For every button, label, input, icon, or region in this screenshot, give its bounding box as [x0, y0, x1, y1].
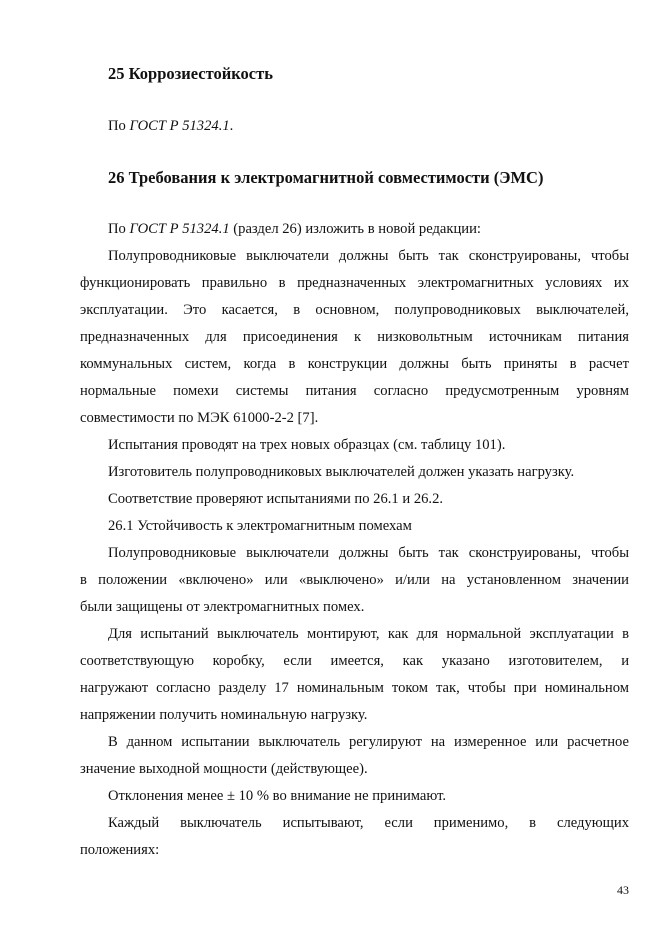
paragraph-line: положениях: — [80, 842, 160, 858]
section-26-intro-prefix: По — [108, 221, 130, 237]
paragraph-line: функционировать правильно в предназначенных электромагнитных условиях их — [80, 275, 629, 291]
paragraph-line: были защищены от электромагнитных помех. — [80, 599, 365, 615]
section-26-heading: 26 Требования к электромагнитной совместимости (ЭМС) — [108, 168, 544, 187]
paragraph-line: коммунальных систем, когда в конструкции должны быть приняты в расчет — [80, 356, 629, 372]
section-25-heading: 25 Коррозиестойкость — [108, 64, 273, 83]
paragraph-line: Полупроводниковые выключатели должны быть так сконструированы, чтобы — [108, 248, 629, 264]
paragraph-line: Каждый выключатель испытывают, если применимо, в следующих — [108, 815, 629, 831]
section-25-standard-reference: ГОСТ Р 51324.1 — [129, 118, 230, 134]
subsection-26-1-heading: 26.1 Устойчивость к электромагнитным помехам — [108, 518, 412, 534]
paragraph-line: Изготовитель полупроводниковых выключателей должен указать нагрузку. — [108, 464, 575, 480]
paragraph-line: Отклонения менее ± 10 % во внимание не принимают. — [108, 788, 447, 804]
paragraph-line: Полупроводниковые выключатели должны быть так сконструированы, чтобы — [108, 545, 629, 561]
paragraph-line: в положении «включено» или «выключено» и/или на установленном значении — [80, 572, 629, 588]
section-26-standard-reference: ГОСТ Р 51324.1 — [129, 221, 230, 237]
paragraph-line: Соответствие проверяют испытаниями по 26.1 и 26.2. — [108, 491, 444, 507]
section-25-text-suffix: . — [229, 118, 234, 134]
section-25-text-prefix: По — [108, 118, 130, 134]
section-26-intro-suffix: (раздел 26) изложить в новой редакции: — [229, 221, 481, 237]
paragraph-line: нагружают согласно разделу 17 номинальным током так, чтобы при номинальном — [80, 680, 629, 696]
paragraph-line: соответствующую коробку, если имеется, как указано изготовителем, и — [80, 653, 629, 669]
section-25-text — [108, 117, 233, 135]
paragraph-line: Испытания проводят на трех новых образцах (см. таблицу 101). — [108, 437, 506, 453]
paragraph-line: Для испытаний выключатель монтируют, как для нормальной эксплуатации в — [108, 626, 629, 642]
paragraph-line: значение выходной мощности (действующее). — [80, 761, 368, 777]
paragraph-line: В данном испытании выключатель регулируют на измеренное или расчетное — [108, 734, 629, 750]
paragraph-line: эксплуатации. Это касается, в основном, полупроводниковых выключателей, — [80, 302, 629, 318]
paragraph-line: предназначенных для присоединения к низковольтным источникам питания — [80, 329, 629, 345]
paragraph-line: совместимости по МЭК 61000-2-2 [7]. — [80, 410, 319, 426]
paragraph-line: напряжении получить номинальную нагрузку. — [80, 707, 368, 723]
section-26-intro — [108, 220, 481, 238]
page-number: 43 — [617, 883, 629, 897]
paragraph-line: нормальные помехи системы питания согласно предусмотренным уровням — [80, 383, 629, 399]
